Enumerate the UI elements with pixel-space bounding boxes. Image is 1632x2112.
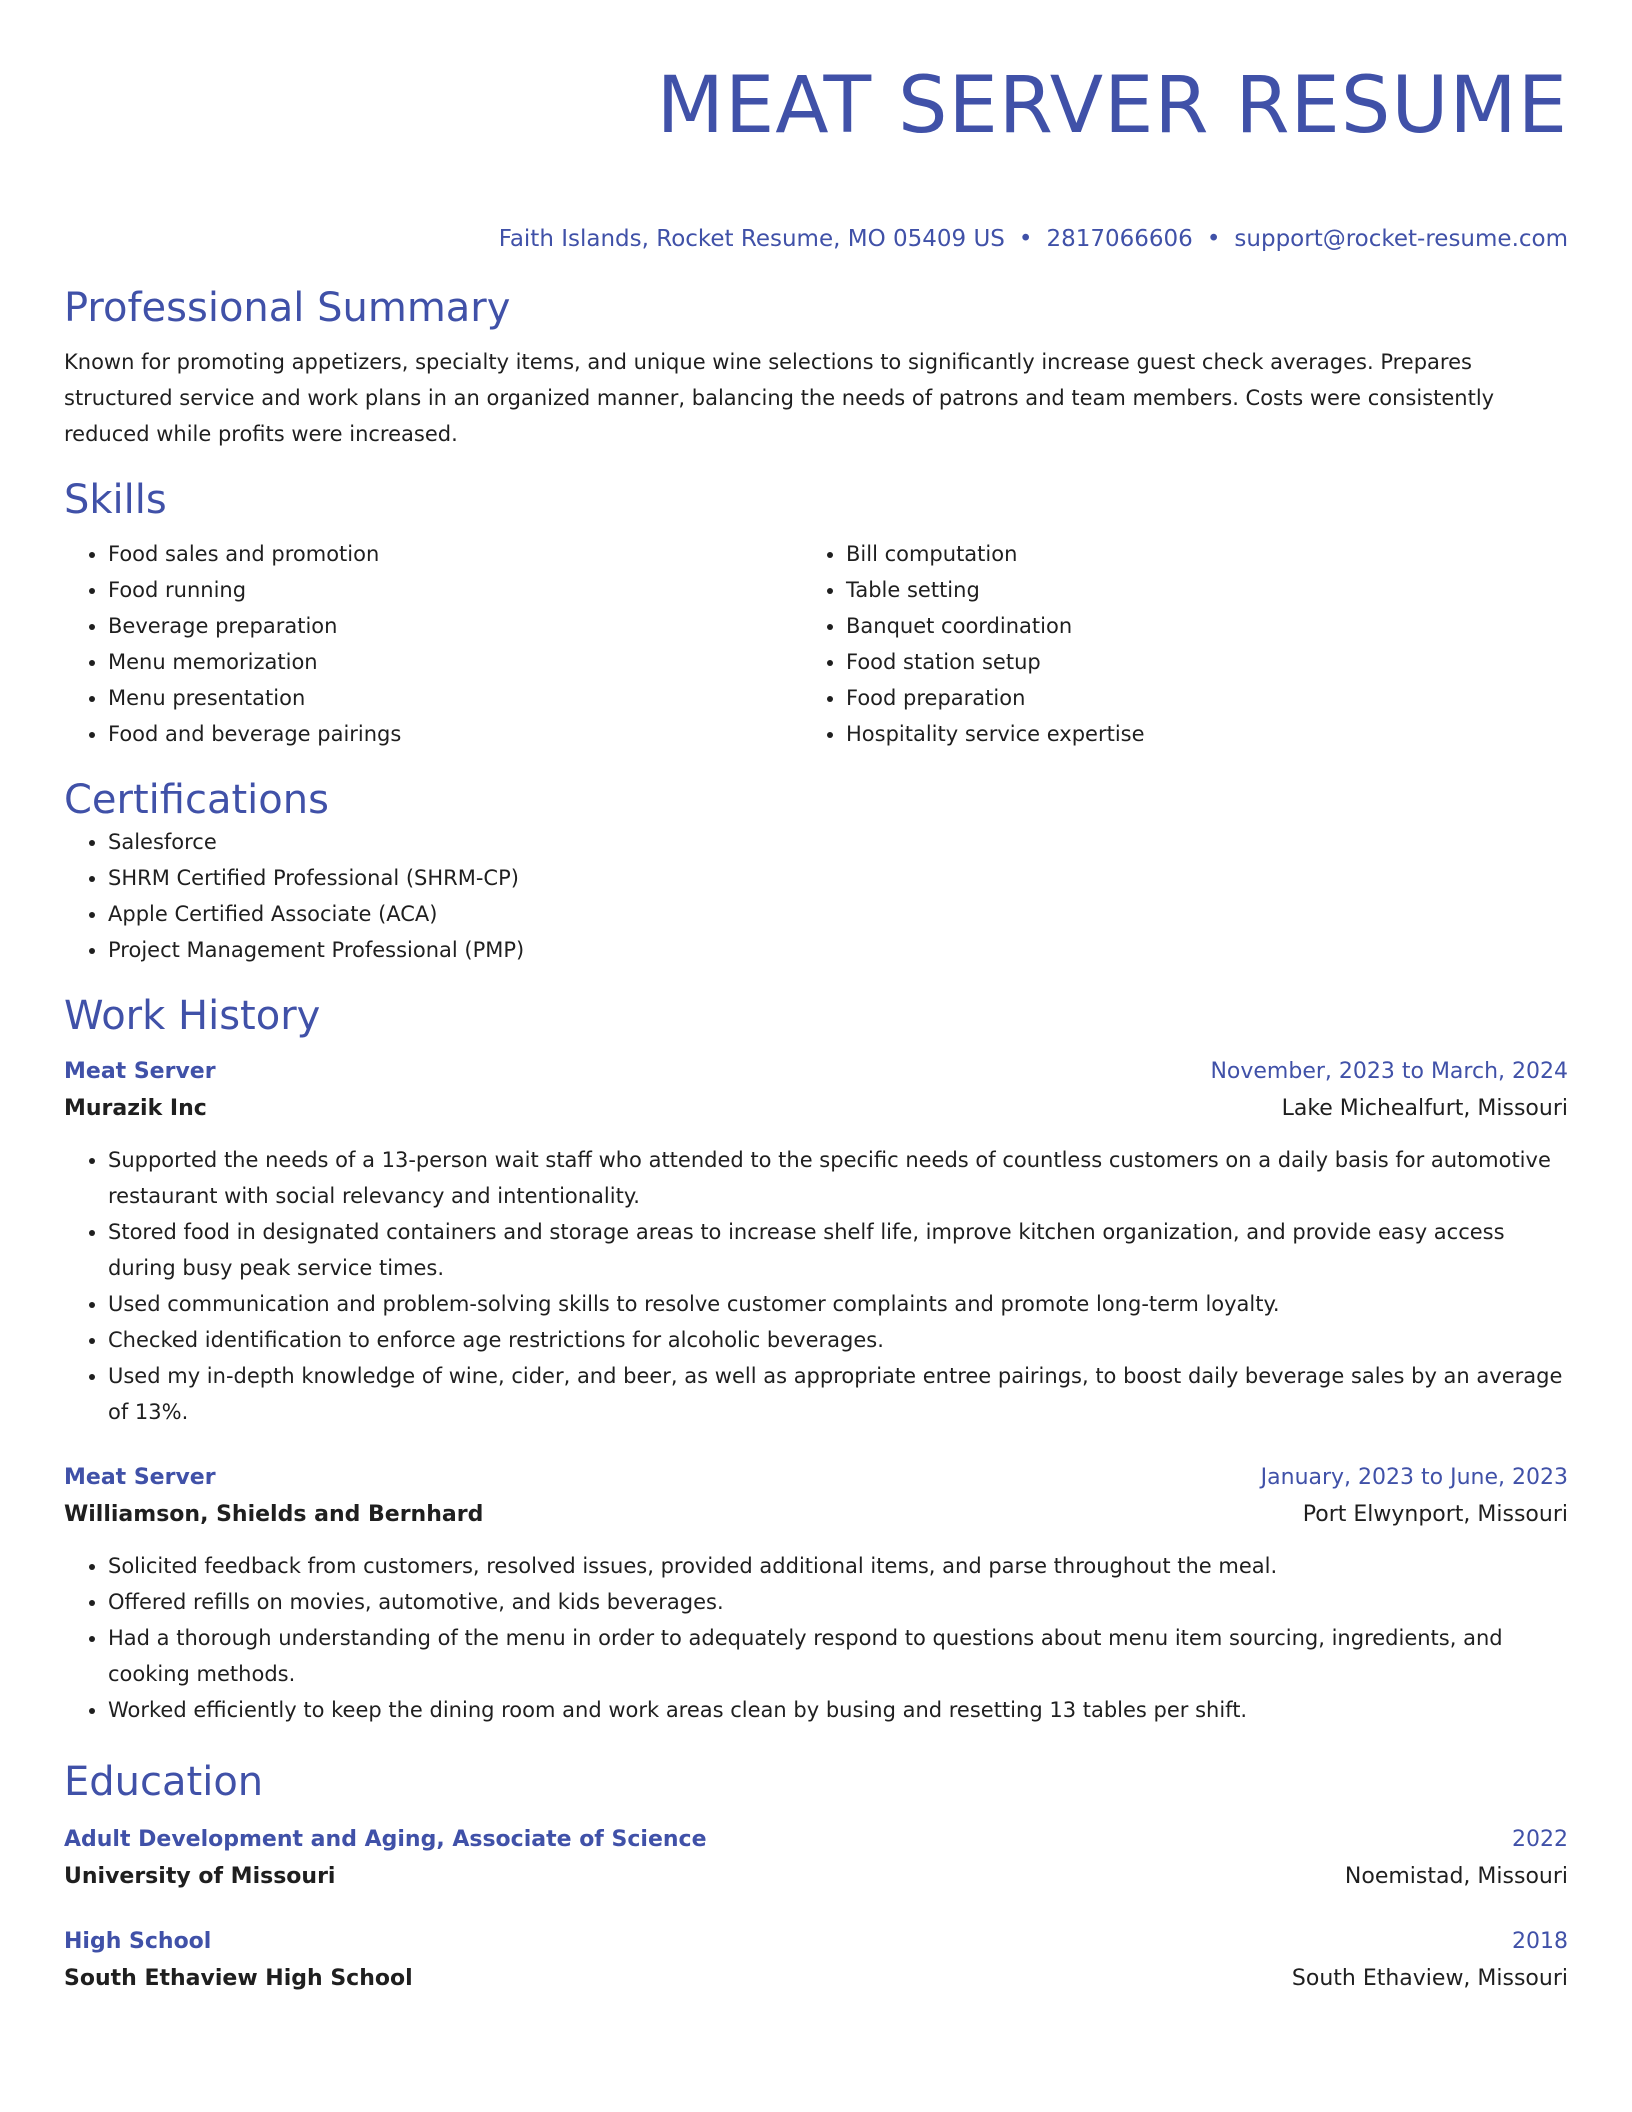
job-title: Meat Server (64, 1465, 216, 1490)
job-title: Meat Server (64, 1059, 216, 1084)
job-company: Williamson, Shields and Bernhard (64, 1502, 484, 1527)
work-history-heading: Work History (64, 993, 321, 1039)
skill-item: • Food preparation (846, 680, 1540, 716)
skill-item: • Banquet coordination (846, 608, 1540, 644)
education-year: 2018 (1512, 1929, 1568, 1954)
job-bullets (64, 1142, 1568, 1430)
education-school: University of Missouri (64, 1864, 336, 1889)
skill-item: • Bill computation (846, 536, 1540, 572)
job-header-row (64, 1054, 1568, 1090)
certification-item: • Apple Certified Associate (ACA) (108, 896, 1568, 932)
certification-item: • Project Management Professional (PMP) (108, 932, 1568, 968)
job-bullet: • Checked identification to enforce age restrictions for alcoholic beverages. (108, 1322, 1568, 1358)
summary-heading: Professional Summary (64, 285, 511, 331)
contact-address: Faith Islands, Rocket Resume, MO 05409 US (498, 226, 1005, 252)
contact-separator: • (1018, 226, 1033, 252)
job-bullet: • Worked efficiently to keep the dining room and work areas clean by busing and resetting 13 tables per shift. (108, 1692, 1568, 1728)
job-bullet: • Supported the needs of a 13-person wait staff who attended to the specific needs of countless customers on a daily basis for automotive restaurant with social relevancy and intentionality. (108, 1142, 1568, 1214)
skill-item: • Table setting (846, 572, 1540, 608)
skills-column-left (64, 536, 802, 752)
skills-list-left (64, 536, 802, 752)
job-dates: November, 2023 to March, 2024 (1210, 1059, 1568, 1084)
skill-item: • Food running (108, 572, 802, 608)
job-bullets (64, 1548, 1568, 1728)
education-school-row (64, 1858, 1568, 1896)
certifications-heading: Certifications (64, 777, 329, 823)
job-entry (64, 1460, 1568, 1728)
education-location: South Ethaview, Missouri (1291, 1966, 1568, 1991)
education-entry (64, 1924, 1568, 1998)
certifications-list (64, 824, 1568, 968)
job-location: Lake Michealfurt, Missouri (1281, 1096, 1568, 1121)
education-school: South Ethaview High School (64, 1966, 413, 1991)
contact-email: support@rocket-resume.com (1234, 226, 1568, 252)
contact-phone: 2817066606 (1046, 226, 1193, 252)
education-degree: High School (64, 1929, 212, 1954)
job-company-row (64, 1496, 1568, 1534)
skill-item: • Food sales and promotion (108, 536, 802, 572)
skill-item: • Food station setup (846, 644, 1540, 680)
skill-item: • Food and beverage pairings (108, 716, 802, 752)
skill-item: • Menu presentation (108, 680, 802, 716)
job-dates: January, 2023 to June, 2023 (1260, 1465, 1568, 1490)
certifications-section (64, 776, 1568, 968)
education-degree-row (64, 1822, 1568, 1858)
job-bullet: • Had a thorough understanding of the menu in order to adequately respond to questions about menu item sourcing, ingredients, and cooking methods. (108, 1620, 1568, 1692)
summary-section (64, 284, 1568, 452)
education-year: 2022 (1512, 1827, 1568, 1852)
skills-heading: Skills (64, 477, 167, 523)
job-header-row (64, 1460, 1568, 1496)
job-company-row (64, 1090, 1568, 1128)
certification-item: • SHRM Certified Professional (SHRM-CP) (108, 860, 1568, 896)
education-degree-row (64, 1924, 1568, 1960)
job-bullet: • Stored food in designated containers and storage areas to increase shelf life, improve kitchen organization, and provide easy access during busy peak service times. (108, 1214, 1568, 1286)
job-bullet: • Offered refills on movies, automotive, and kids beverages. (108, 1584, 1568, 1620)
certification-item: • Salesforce (108, 824, 1568, 860)
job-company: Murazik Inc (64, 1096, 207, 1121)
job-location: Port Elwynport, Missouri (1302, 1502, 1568, 1527)
education-entry (64, 1822, 1568, 1896)
resume-title: MEAT SERVER RESUME (656, 61, 1568, 151)
education-heading: Education (64, 1759, 264, 1805)
contact-separator: • (1206, 226, 1221, 252)
work-history-section (64, 992, 1568, 1728)
resume-header (64, 56, 1568, 284)
job-bullet: • Used my in-depth knowledge of wine, cider, and beer, as well as appropriate entree pairings, to boost daily beverage sales by an average of 13%. (108, 1358, 1568, 1430)
skills-section (64, 476, 1568, 752)
skill-item: • Menu memorization (108, 644, 802, 680)
education-school-row (64, 1960, 1568, 1998)
skill-item: • Beverage preparation (108, 608, 802, 644)
skills-grid (64, 536, 1568, 752)
skills-list-right (802, 536, 1540, 752)
job-bullet: • Solicited feedback from customers, resolved issues, provided additional items, and parse throughout the meal. (108, 1548, 1568, 1584)
job-entry (64, 1054, 1568, 1430)
skills-column-right (802, 536, 1540, 752)
education-section (64, 1758, 1568, 1998)
contact-line (64, 224, 1568, 284)
summary-text: Known for promoting appetizers, specialty items, and unique wine selections to significantly increase guest check averages. Prepares structured service and work plans in an organized manner, balancing the needs of patrons and team members. Costs were consistently reduced while profits were increased. (64, 350, 1495, 446)
education-degree: Adult Development and Aging, Associate of Science (64, 1827, 707, 1852)
skill-item: • Hospitality service expertise (846, 716, 1540, 752)
job-bullet: • Used communication and problem-solving skills to resolve customer complaints and promote long-term loyalty. (108, 1286, 1568, 1322)
education-location: Noemistad, Missouri (1344, 1864, 1568, 1889)
